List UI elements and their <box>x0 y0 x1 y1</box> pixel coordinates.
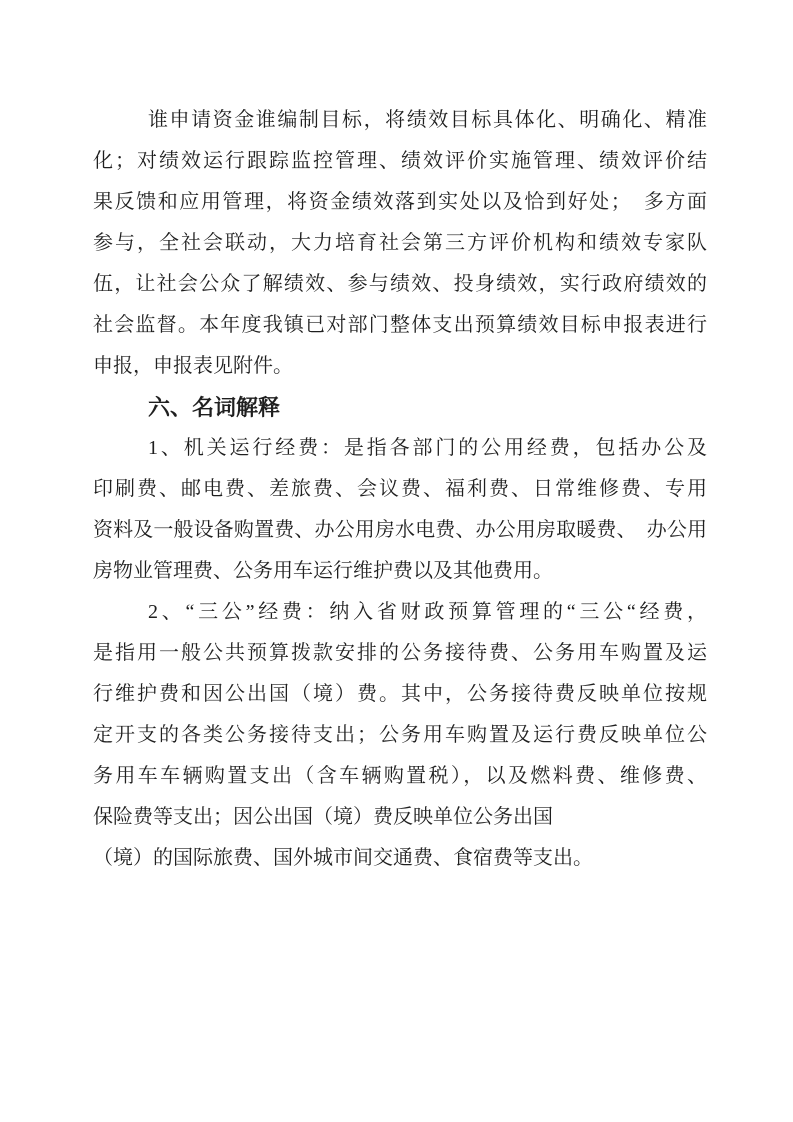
text-line: 保险费等支出；因公出国（境）费反映单位公务出国 <box>93 806 553 828</box>
text-line: 是指用一般公共预算拨款安排的公务接待费、公务用车购置及运 <box>93 642 707 664</box>
text-line: 申报，申报表见附件。 <box>93 355 293 377</box>
text-line: 资料及一般设备购置费、办公用房水电费、办公用房取暖费、 办公用 <box>93 519 707 541</box>
text-line: 1、机关运行经费：是指各部门的公用经费，包括办公及 <box>148 437 707 459</box>
text-line: 社会监督。本年度我镇已对部门整体支出预算绩效目标申报表进行 <box>93 314 707 336</box>
text-line: 印刷费、邮电费、差旅费、会议费、福利费、日常维修费、专用 <box>93 478 707 500</box>
document-body <box>93 100 707 879</box>
para-1-agency-operating-funds <box>93 428 707 592</box>
heading-text-line: 六、名词解释 <box>148 395 281 420</box>
text-line: 2、“三公”经费：纳入省财政预算管理的“三公“经费， <box>148 601 707 623</box>
text-line: 行维护费和因公出国（境）费。其中，公务接待费反映单位按规 <box>93 683 707 705</box>
text-line: 定开支的各类公务接待支出；公务用车购置及运行费反映单位公 <box>93 724 707 746</box>
text-line: 化；对绩效运行跟踪监控管理、绩效评价实施管理、绩效评价结 <box>93 150 707 172</box>
text-line: 参与，全社会联动，大力培育社会第三方评价机构和绩效专家队 <box>93 232 707 254</box>
heading-glossary <box>93 387 707 428</box>
para-2-three-public-funds <box>93 592 707 879</box>
text-line: 果反馈和应用管理，将资金绩效落到实处以及恰到好处； 多方面 <box>93 191 707 213</box>
text-line: （境）的国际旅费、国外城市间交通费、食宿费等支出。 <box>93 847 593 869</box>
text-line: 谁申请资金谁编制目标，将绩效目标具体化、明确化、精准 <box>148 109 707 131</box>
text-line: 伍，让社会公众了解绩效、参与绩效、投身绩效，实行政府绩效的 <box>93 273 707 295</box>
text-line: 务用车车辆购置支出（含车辆购置税），以及燃料费、维修费、 <box>93 765 707 787</box>
text-line: 房物业管理费、公务用车运行维护费以及其他费用。 <box>93 560 553 582</box>
para-performance-management <box>93 100 707 387</box>
